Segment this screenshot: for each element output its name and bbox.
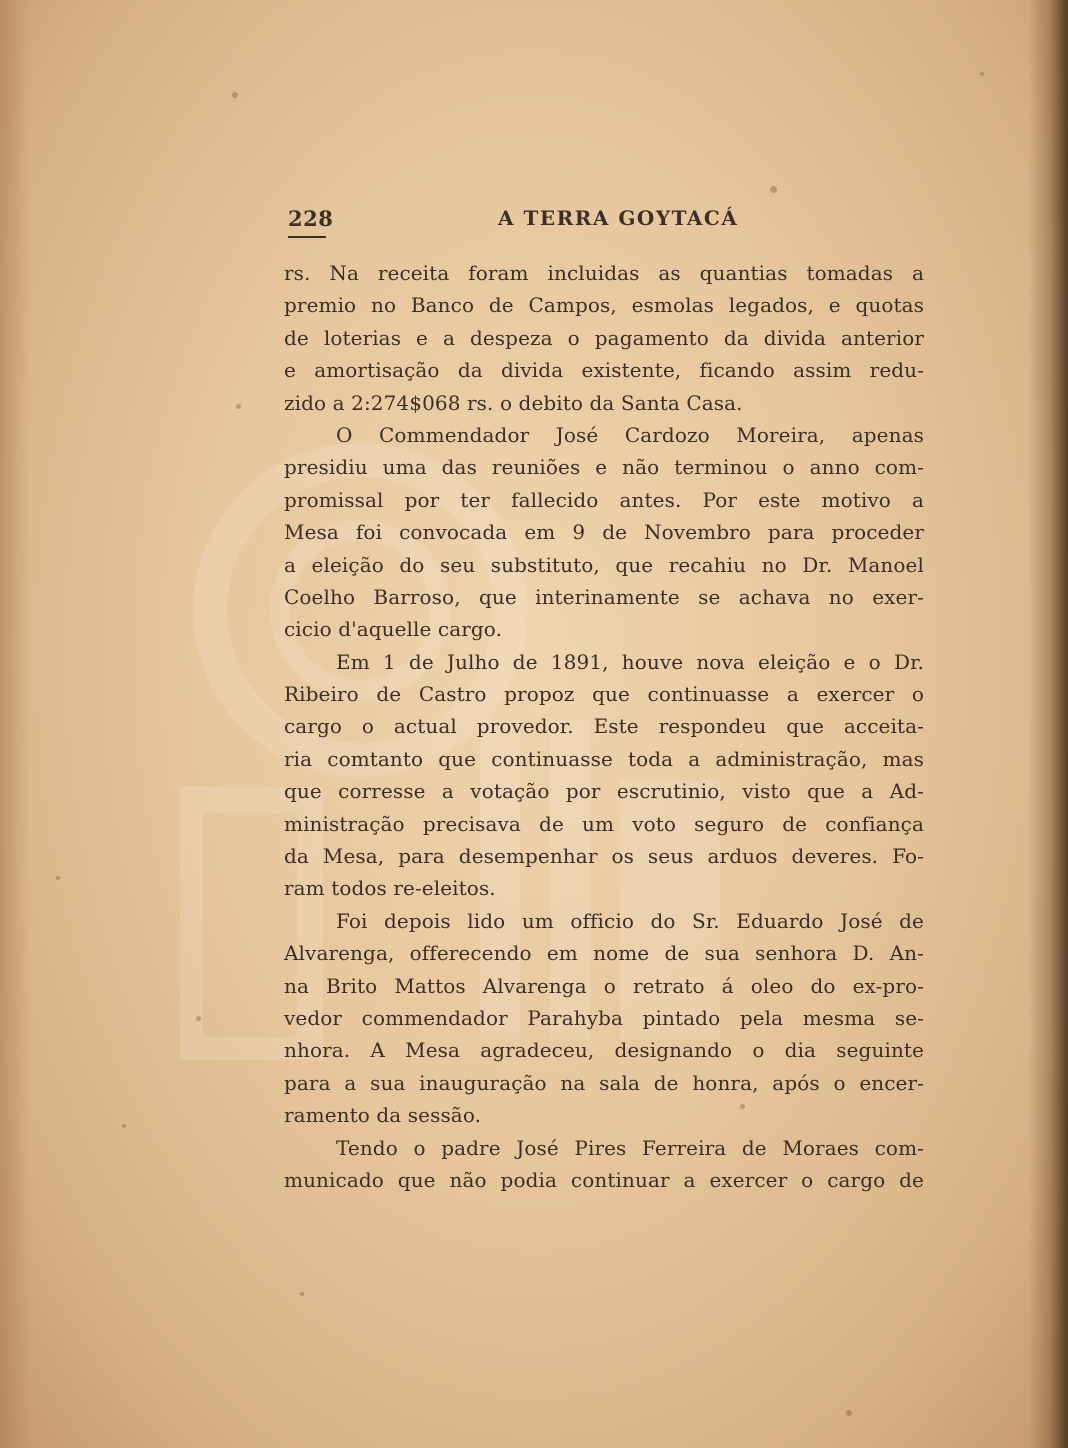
text-line: ram todos re-eleitos. bbox=[284, 876, 496, 901]
text-line: e amortisação da divida existente, ficando assim redu- bbox=[284, 358, 924, 383]
body-text bbox=[284, 257, 924, 1196]
book-title: A TERRA GOYTACÁ bbox=[498, 206, 739, 230]
text-line: a eleição do seu substituto, que recahiu no Dr. Manoel bbox=[284, 552, 924, 577]
text-line: que corresse a votação por escrutinio, visto que a Ad- bbox=[284, 779, 924, 804]
paper-speck bbox=[196, 1016, 201, 1021]
running-head bbox=[288, 206, 924, 240]
text-line: Mesa foi convocada em 9 de Novembro para proceder bbox=[284, 520, 924, 545]
paper-speck bbox=[232, 92, 238, 98]
paragraph-first-line: Tendo o padre José Pires Ferreira de Moraes com- bbox=[336, 1135, 924, 1160]
text-line: premio no Banco de Campos, esmolas legados, e quotas bbox=[284, 293, 924, 318]
text-line: presidiu uma das reuniões e não terminou o anno com- bbox=[284, 455, 924, 480]
page-number: 228 bbox=[288, 206, 334, 231]
text-line: da Mesa, para desempenhar os seus arduos deveres. Fo- bbox=[284, 844, 924, 869]
paragraph-first-line: Em 1 de Julho de 1891, houve nova eleição e o Dr. bbox=[336, 649, 924, 674]
text-line: ramento da sessão. bbox=[284, 1103, 482, 1128]
paper-speck bbox=[122, 1124, 126, 1128]
paper-speck bbox=[56, 876, 60, 880]
text-line: de loterias e a despeza o pagamento da divida anterior bbox=[284, 325, 924, 350]
text-line: ministração precisava de um voto seguro de confiança bbox=[284, 811, 924, 836]
paper-speck bbox=[846, 1410, 852, 1416]
text-line: na Brito Mattos Alvarenga o retrato á oleo do ex-pro- bbox=[284, 973, 924, 998]
text-line: cargo o actual provedor. Este respondeu que acceita- bbox=[284, 714, 924, 739]
text-line: rs. Na receita foram incluidas as quantias tomadas a bbox=[284, 261, 924, 285]
text-line: Ribeiro de Castro propoz que continuasse a exercer o bbox=[284, 682, 924, 707]
text-line: nhora. A Mesa agradeceu, designando o dia seguinte bbox=[284, 1038, 924, 1063]
text-line: municado que não podia continuar a exercer o cargo de bbox=[284, 1167, 924, 1192]
text-line: cicio d'aquelle cargo. bbox=[284, 617, 503, 642]
page-left-edge-shading bbox=[0, 0, 30, 1448]
paper-speck bbox=[236, 404, 241, 409]
book-spine-shadow bbox=[1028, 0, 1068, 1448]
text-line: Alvarenga, offerecendo em nome de sua senhora D. An- bbox=[284, 941, 924, 966]
paragraph-first-line: O Commendador José Cardozo Moreira, apenas bbox=[336, 422, 924, 447]
text-line: ria comtanto que continuasse toda a administração, mas bbox=[284, 746, 924, 771]
paper-speck bbox=[770, 186, 777, 193]
paper-speck bbox=[300, 1292, 304, 1296]
text-line: promissal por ter fallecido antes. Por este motivo a bbox=[284, 487, 924, 512]
paper-speck bbox=[980, 72, 984, 76]
text-line: para a sua inauguração na sala de honra, após o encer- bbox=[284, 1070, 924, 1095]
text-line: Coelho Barroso, que interinamente se achava no exer- bbox=[284, 584, 924, 609]
text-line: zido a 2:274$068 rs. o debito da Santa Casa. bbox=[284, 390, 743, 415]
paragraph-first-line: Foi depois lido um officio do Sr. Eduardo José de bbox=[336, 908, 924, 933]
page-number-underline bbox=[288, 236, 326, 238]
text-line: vedor commendador Parahyba pintado pela mesma se- bbox=[284, 1005, 924, 1030]
